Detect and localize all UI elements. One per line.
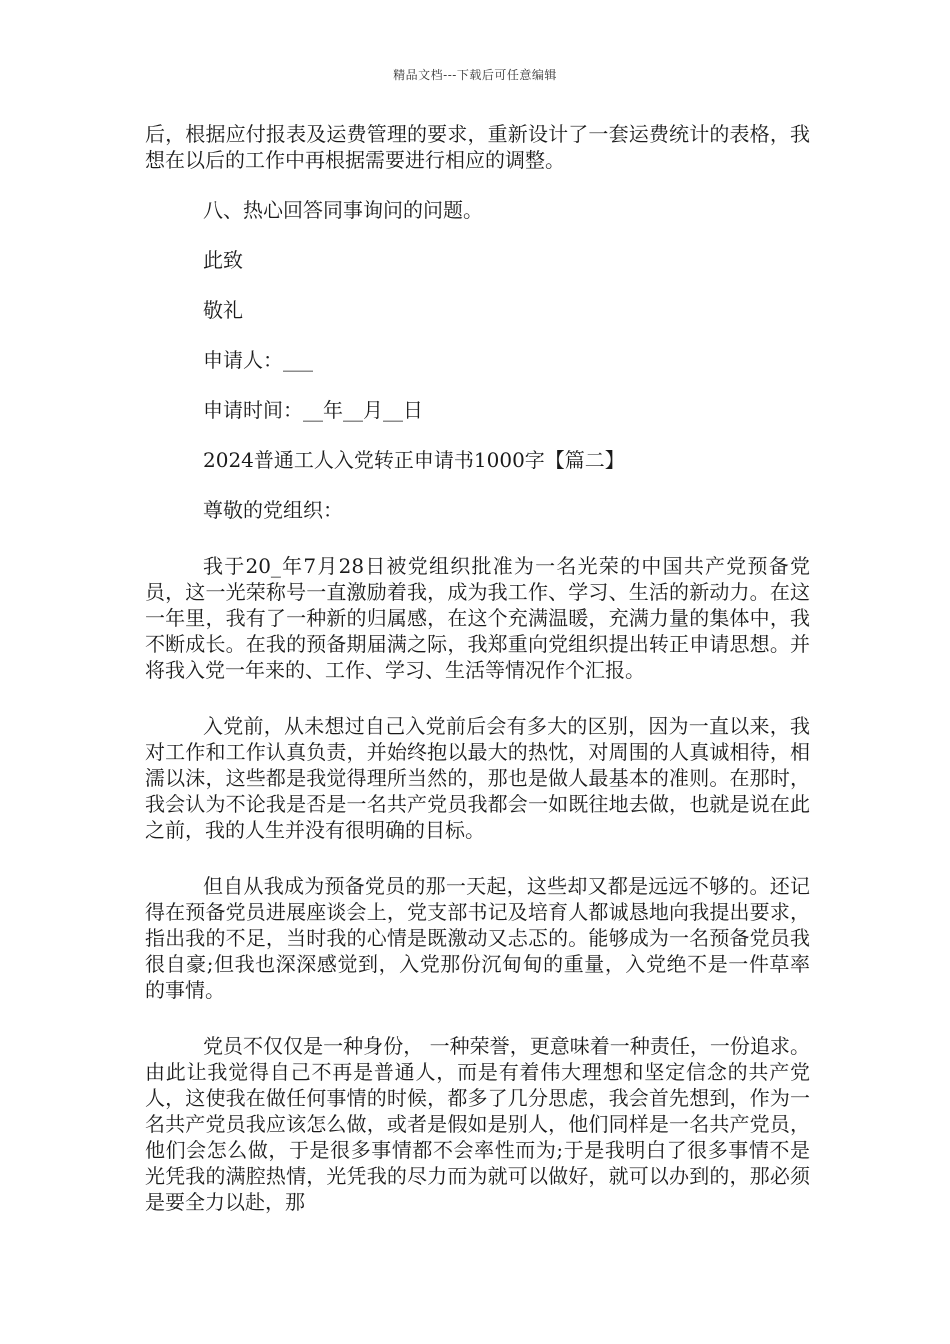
body-paragraph: 入党前，从未想过自己入党前后会有多大的区别，因为一直以来，我对工作和工作认真负责，并始终抱以最大的热忱，对周围的人真诚相待，相濡以沫，这些都是我觉得理所当然的，那也是做人最基本的准则。在那时，我会认为不论我是否是一名共产党员我都会一如既往地去做，也就是说在此之前，我的人生并没有很明确的目标。 <box>145 714 810 842</box>
applicant-field: 申请人：___ <box>203 348 313 372</box>
document-body <box>145 121 810 1215</box>
list-item-eight: 八、热心回答同事询问的问题。 <box>203 198 483 222</box>
body-paragraph: 我于20_年7月28日被党组织批准为一名光荣的中国共产党预备党员，这一光荣称号一直激励着我，成为我工作、学习、生活的新动力。在这一年里，我有了一种新的归属感，在这个充满温暖，充满力量的集体中，我不断成长。在我的预备期届满之际，我郑重向党组织提出转正申请思想。并将我入党一年来的、工作、学习、生活等情况作个汇报。 <box>145 554 810 682</box>
paragraph-continuation: 后，根据应付报表及运费管理的要求，重新设计了一套运费统计的表格，我想在以后的工作中再根据需要进行相应的调整。 <box>145 122 810 172</box>
application-date-field: 申请时间：__年__月__日 <box>203 398 423 422</box>
closing-regards: 敬礼 <box>203 298 243 322</box>
page-header: 精品文档---下载后可任意编辑 <box>393 68 557 82</box>
body-paragraph: 党员不仅仅是一种身份， 一种荣誉，更意味着一种责任，一份追求。由此让我觉得自己不再是普通人，而是有着伟大理想和坚定信念的共产党人，这使我在做任何事情的时候，都多了几分思虑，我会首先想到，作为一名共产党员我应该怎么做，或者是假如是别人，他们同样是一名共产党员，他们会怎么做，于是很多事情都不会率性而为;于是我明白了很多事情不是光凭我的满腔热情，光凭我的尽力而为就可以做好，就可以办到的，那必须是要全力以赴，那 <box>145 1034 810 1214</box>
body-paragraph: 但自从我成为预备党员的那一天起，这些却又都是远远不够的。还记得在预备党员进展座谈会上，党支部书记及培育人都诚恳地向我提出要求，指出我的不足，当时我的心情是既激动又忐忑的。能够成为一名预备党员我很自豪;但我也深深感觉到，入党那份沉甸甸的重量，入党绝不是一件草率的事情。 <box>145 874 810 1002</box>
closing-salutation: 此致 <box>203 248 243 272</box>
greeting: 尊敬的党组织： <box>203 498 343 522</box>
section-title: 2024普通工人入党转正申请书1000字【篇二】 <box>203 448 625 472</box>
